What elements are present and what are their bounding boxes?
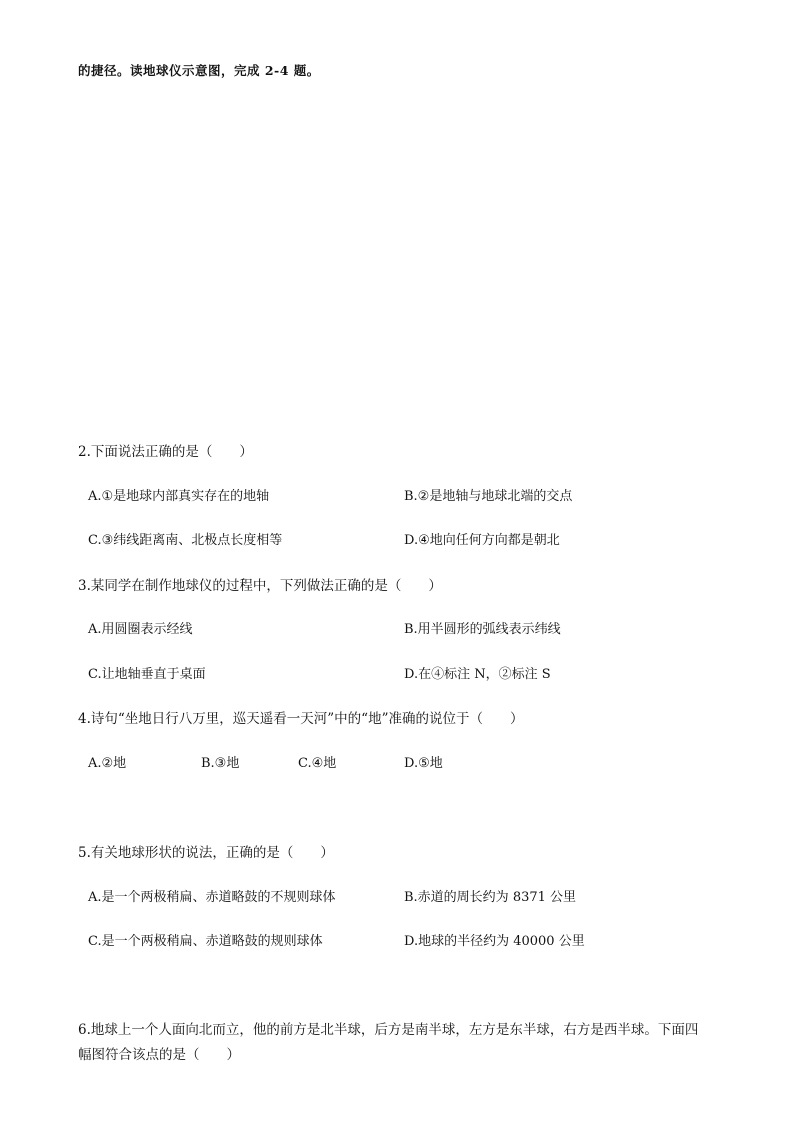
question-5-option-d[interactable]: D.地球的半径约为 40000 公里: [404, 934, 585, 949]
question-3-option-b[interactable]: B.用半圆形的弧线表示纬线: [404, 622, 561, 637]
question-4-option-b[interactable]: B.③地: [201, 756, 240, 771]
question-2-option-b[interactable]: B.②是地轴与地球北端的交点: [404, 489, 573, 504]
question-5-option-b[interactable]: B.赤道的周长约为 8371 公里: [404, 890, 577, 905]
question-5-option-a[interactable]: A.是一个两极稍扁、赤道略鼓的不规则球体: [88, 890, 336, 905]
question-4-option-a[interactable]: A.②地: [88, 756, 127, 771]
question-3-option-a[interactable]: A.用圆圈表示经线: [88, 622, 193, 637]
question-3-option-c[interactable]: C.让地轴垂直于桌面: [88, 667, 206, 682]
question-3-stem: 3.某同学在制作地球仪的过程中，下列做法正确的是（ ）: [78, 578, 442, 594]
question-2-option-c[interactable]: C.③纬线距离南、北极点长度相等: [88, 533, 283, 548]
question-4-option-d[interactable]: D.⑤地: [404, 756, 443, 771]
question-5-option-c[interactable]: C.是一个两极稍扁、赤道略鼓的规则球体: [88, 934, 323, 949]
question-2-option-d[interactable]: D.④地向任何方向都是朝北: [404, 533, 560, 548]
question-2-stem: 2.下面说法正确的是（ ）: [78, 444, 253, 460]
question-3-option-d[interactable]: D.在④标注 N，②标注 S: [404, 667, 551, 682]
question-2-option-a[interactable]: A.①是地球内部真实存在的地轴: [88, 489, 270, 504]
question-4-stem: 4.诗句“坐地日行八万里，巡天遥看一天河”中的“地”准确的说位于（ ）: [78, 711, 524, 727]
question-6-stem-line-2: 幅图符合该点的是（ ）: [78, 1047, 240, 1063]
question-6-stem-line-1: 6.地球上一个人面向北而立，他的前方是北半球，后方是南半球，左方是东半球，右方是西半球。下面四: [78, 1022, 699, 1038]
intro-text: 的捷径。读地球仪示意图，完成 2-4 题。: [78, 63, 320, 78]
question-5-stem: 5.有关地球形状的说法，正确的是（ ）: [78, 845, 334, 861]
question-4-option-c[interactable]: C.④地: [298, 756, 337, 771]
figure-placeholder: [78, 100, 718, 420]
